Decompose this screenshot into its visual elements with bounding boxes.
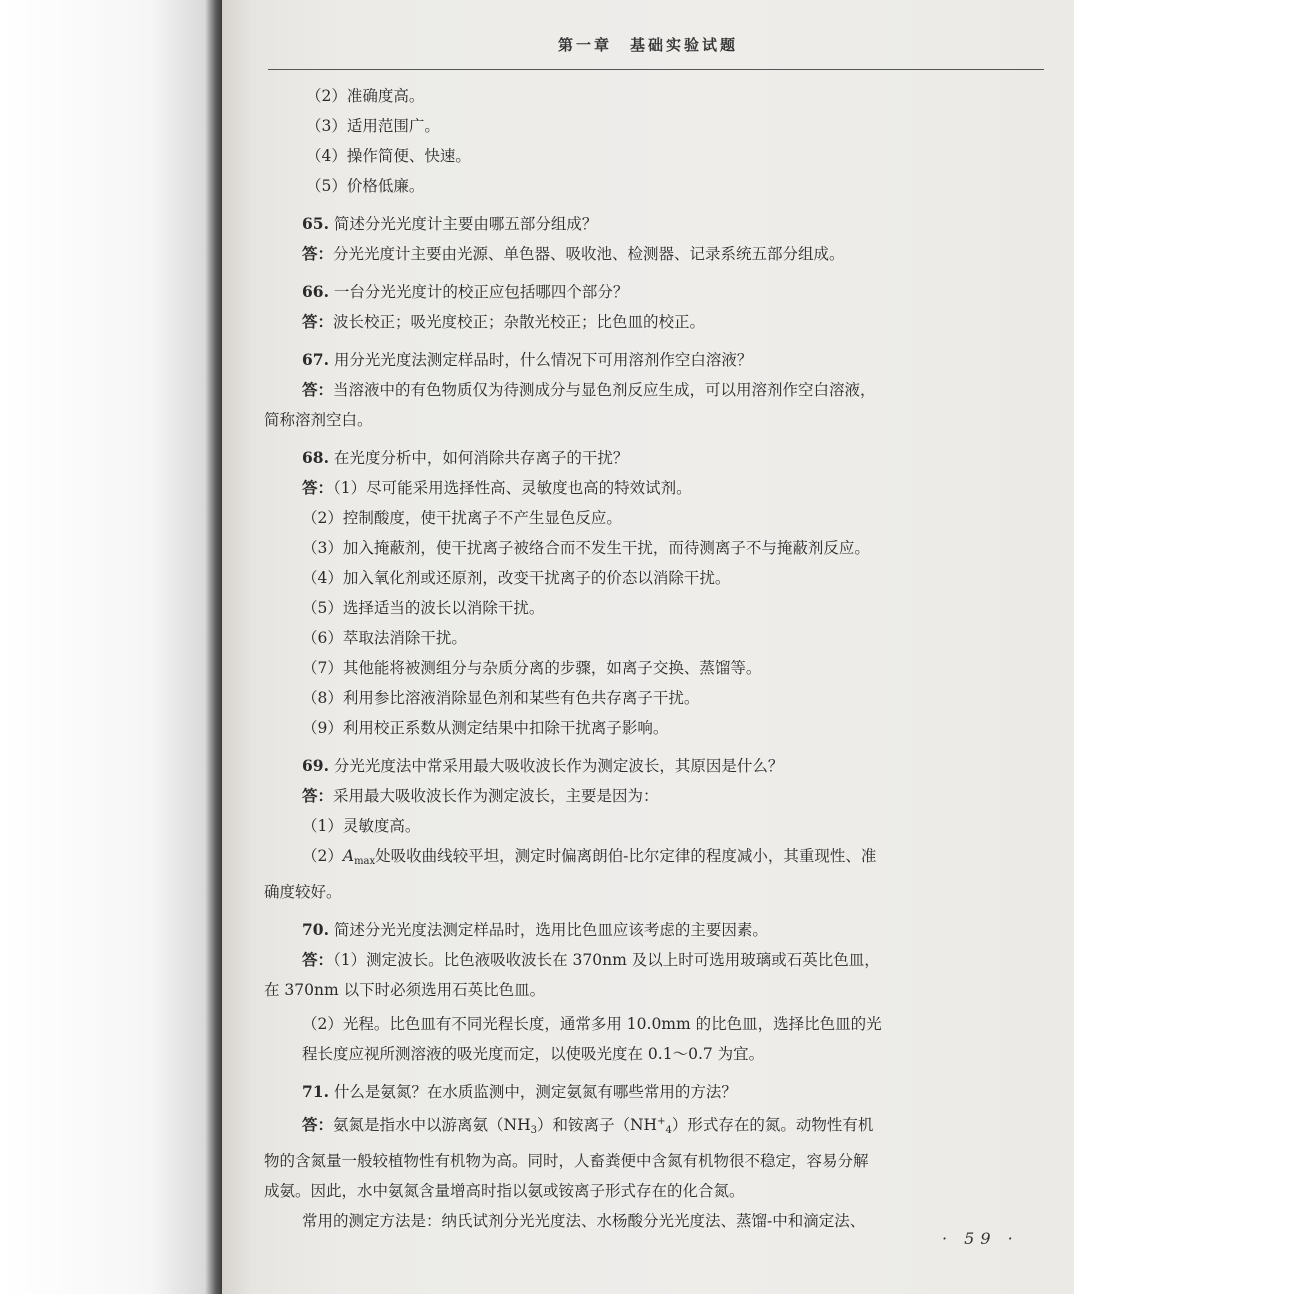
superscript: + <box>657 1116 666 1127</box>
list-marker: （2） <box>302 847 343 865</box>
list-item: （9）利用校正系数从测定结果中扣除干扰离子影响。 <box>302 719 669 737</box>
answer-continuation: 程长度应视所测溶液的吸光度而定，以使吸光度在 0.1～0.7 为宜。 <box>302 1045 765 1063</box>
background-right <box>1074 0 1294 1294</box>
question-number: 71. <box>302 1082 329 1101</box>
answer-text: 当溶液中的有色物质仅为待测成分与显色剂反应生成，可以用溶剂作空白溶液， <box>333 381 876 399</box>
list-item: （4）加入氧化剂或还原剂，改变干扰离子的价态以消除干扰。 <box>302 569 731 587</box>
question-68 <box>302 443 1030 473</box>
question-text: 一台分光光度计的校正应包括哪四个部分？ <box>333 283 629 301</box>
answer-label: 答： <box>302 1115 334 1134</box>
question-text: 在光度分析中，如何消除共存离子的干扰？ <box>333 449 629 467</box>
subscript: 4 <box>665 1125 672 1136</box>
list-item: （5）选择适当的波长以消除干扰。 <box>302 599 545 617</box>
answer-65 <box>302 239 1030 269</box>
paragraph: 常用的测定方法是：纳氏试剂分光光度法、水杨酸分光光度法、蒸馏-中和滴定法、 <box>302 1212 866 1230</box>
subscript-max: max <box>354 856 376 867</box>
answer-text: ）和铵离子（NH <box>536 1116 658 1134</box>
answer-text: （1）尽可能采用选择性高、灵敏度也高的特效试剂。 <box>333 479 692 497</box>
answer-67 <box>302 375 1030 405</box>
answer-69 <box>302 781 1030 811</box>
question-text: 简述分光光度计主要由哪五部分组成？ <box>333 215 598 233</box>
list-item <box>302 841 1030 877</box>
question-number: 65. <box>302 214 329 233</box>
question-65 <box>302 209 1030 239</box>
answer-label: 答： <box>302 380 334 399</box>
answer-label: 答： <box>302 244 334 263</box>
answer-text: 采用最大吸收波长作为测定波长，主要是因为： <box>333 787 659 805</box>
list-text: 处吸收曲线较平坦，测定时偏离朗伯-比尔定律的程度减小，其重现性、准 <box>375 847 877 865</box>
answer-66 <box>302 307 1030 337</box>
variable-a: A <box>342 847 355 865</box>
running-header: 第一章 基础实验试题 <box>557 36 738 54</box>
list-item: （4）操作简便、快速。 <box>306 147 471 165</box>
page-number: · 59 · <box>942 1229 1019 1248</box>
answer-text: 分光光度计主要由光源、单色器、吸收池、检测器、记录系统五部分组成。 <box>333 245 845 263</box>
list-item: （3）加入掩蔽剂，使干扰离子被络合而不发生干扰，而待测离子不与掩蔽剂反应。 <box>302 539 870 557</box>
answer-text: ）形式存在的氮。动物性有机 <box>671 1116 874 1134</box>
list-item: （8）利用参比溶液消除显色剂和某些有色共存离子干扰。 <box>302 689 700 707</box>
question-67 <box>302 345 1030 375</box>
question-text: 分光光度法中常采用最大吸收波长作为测定波长，其原因是什么？ <box>333 757 784 775</box>
list-item: （6）萃取法消除干扰。 <box>302 629 467 647</box>
answer-70 <box>302 945 1030 975</box>
list-item: （2）准确度高。 <box>306 87 425 105</box>
list-item: （5）价格低廉。 <box>306 177 425 195</box>
answer-continuation: 确度较好。 <box>264 883 342 901</box>
list-item: （2）光程。比色皿有不同光程长度，通常多用 10.0mm 的比色皿，选择比色皿的光 <box>302 1015 882 1033</box>
header-rule <box>268 69 1044 70</box>
answer-label: 答： <box>302 312 334 331</box>
answer-text: 氨氮是指水中以游离氨（NH <box>333 1116 531 1134</box>
answer-71 <box>302 1107 1030 1146</box>
answer-continuation: 在 370nm 以下时必须选用石英比色皿。 <box>264 981 546 999</box>
subscript: 3 <box>530 1125 537 1136</box>
answer-label: 答： <box>302 786 334 805</box>
question-number: 66. <box>302 282 329 301</box>
book-page <box>222 0 1074 1294</box>
question-number: 69. <box>302 756 329 775</box>
answer-label: 答： <box>302 950 334 969</box>
answer-text: 波长校正；吸光度校正；杂散光校正；比色皿的校正。 <box>333 313 706 331</box>
page-content <box>264 81 1030 1236</box>
question-text: 什么是氨氮？在水质监测中，测定氨氮有哪些常用的方法？ <box>333 1083 737 1101</box>
answer-68 <box>302 473 1030 503</box>
question-66 <box>302 277 1030 307</box>
question-71 <box>302 1077 1030 1107</box>
book-gutter-shadow <box>0 0 222 1294</box>
answer-continuation: 物的含氮量一般较植物性有机物为高。同时，人畜粪便中含氮有机物很不稳定，容易分解 <box>264 1152 869 1170</box>
question-number: 68. <box>302 448 329 467</box>
answer-text: （1）测定波长。比色液吸收波长在 370nm 及以上时可选用玻璃或石英比色皿， <box>333 951 880 969</box>
question-text: 用分光光度法测定样品时，什么情况下可用溶剂作空白溶液？ <box>333 351 753 369</box>
question-69 <box>302 751 1030 781</box>
list-item: （7）其他能将被测组分与杂质分离的步骤，如离子交换、蒸馏等。 <box>302 659 762 677</box>
question-text: 简述分光光度法测定样品时，选用比色皿应该考虑的主要因素。 <box>333 921 768 939</box>
question-70 <box>302 915 1030 945</box>
list-item: （3）适用范围广。 <box>306 117 440 135</box>
list-item: （2）控制酸度，使干扰离子不产生显色反应。 <box>302 509 622 527</box>
answer-label: 答： <box>302 478 334 497</box>
question-number: 67. <box>302 350 329 369</box>
answer-continuation: 简称溶剂空白。 <box>264 411 373 429</box>
list-item: （1）灵敏度高。 <box>302 817 421 835</box>
answer-continuation: 成氨。因此，水中氨氮含量增高时指以氨或铵离子形式存在的化合氮。 <box>264 1182 745 1200</box>
question-number: 70. <box>302 920 329 939</box>
